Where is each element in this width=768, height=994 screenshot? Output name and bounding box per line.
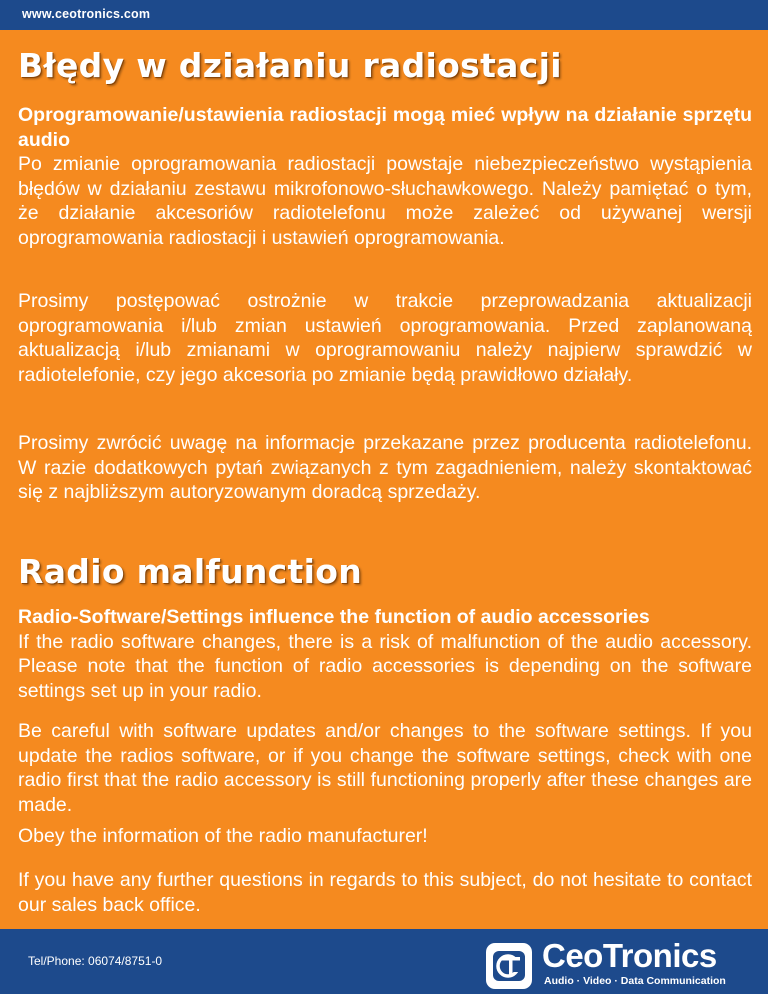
polish-title: Błędy w działaniu radiostacji xyxy=(18,46,562,85)
notice-panel xyxy=(0,30,768,929)
logo-mark-icon xyxy=(486,943,532,989)
english-paragraph-2: Be careful with software updates and/or changes to the software settings. If you update the radios software, or if you change the software settings, check with one radio first that the radio accessory is still functioning properly after these changes are made. xyxy=(18,720,752,816)
website-url[interactable]: www.ceotronics.com xyxy=(22,7,151,21)
logo-name: CeoTronics xyxy=(542,937,717,974)
polish-subheading: Oprogramowanie/ustawienia radiostacji mogą mieć wpływ na działanie sprzętu audio xyxy=(18,104,752,151)
polish-paragraph-2: Prosimy postępować ostrożnie w trakcie przeprowadzania aktualizacji oprogramowania i/lub zmian ustawień oprogramowania. Przed zaplanowaną aktualizacją i/lub zmianami w oprogramowaniu należy najpierw sprawdzić w radiotelefonie, czy jego akcesoria po zmianie będą prawidłowo działały. xyxy=(18,290,752,386)
english-subheading: Radio-Software/Settings influence the function of audio accessories xyxy=(18,606,650,628)
polish-paragraph-3: Prosimy zwrócić uwagę na informacje przekazane przez producenta radiotelefonu. W razie dodatkowych pytań związanych z tym zagadnieniem, należy skontaktować się z najbliższym autoryzowanym doradcą sprzedaży. xyxy=(18,432,752,503)
footer-bar xyxy=(0,929,768,994)
english-title: Radio malfunction xyxy=(18,552,362,591)
phone-number: Tel/Phone: 06074/8751-0 xyxy=(28,954,163,968)
polish-paragraph-1-text: Po zmianie oprogramowania radiostacji powstaje niebezpieczeństwo wystąpienia błędów w działaniu zestawu mikrofonowo-słuchawkowego. Należy pamiętać o tym, że działanie akcesoriów radiotelefonu może zależeć od używanej wersji oprogramowania radiostacji i ustawień oprogramowania. xyxy=(18,153,752,249)
top-bar xyxy=(0,0,768,30)
english-paragraph-3: Obey the information of the radio manufacturer! xyxy=(18,825,428,847)
english-paragraph-1-text: If the radio software changes, there is a risk of malfunction of the audio accessory. Please note that the function of radio accessories is depending on the software settings set up in your radio. xyxy=(18,630,752,702)
polish-paragraph-1 xyxy=(18,103,752,250)
logo-tagline: Audio · Video · Data Communication xyxy=(544,975,726,987)
ceotronics-logo xyxy=(486,937,746,989)
english-paragraph-4: If you have any further questions in regards to this subject, do not hesitate to contact our sales back office. xyxy=(18,869,752,916)
english-paragraph-1 xyxy=(18,605,752,703)
